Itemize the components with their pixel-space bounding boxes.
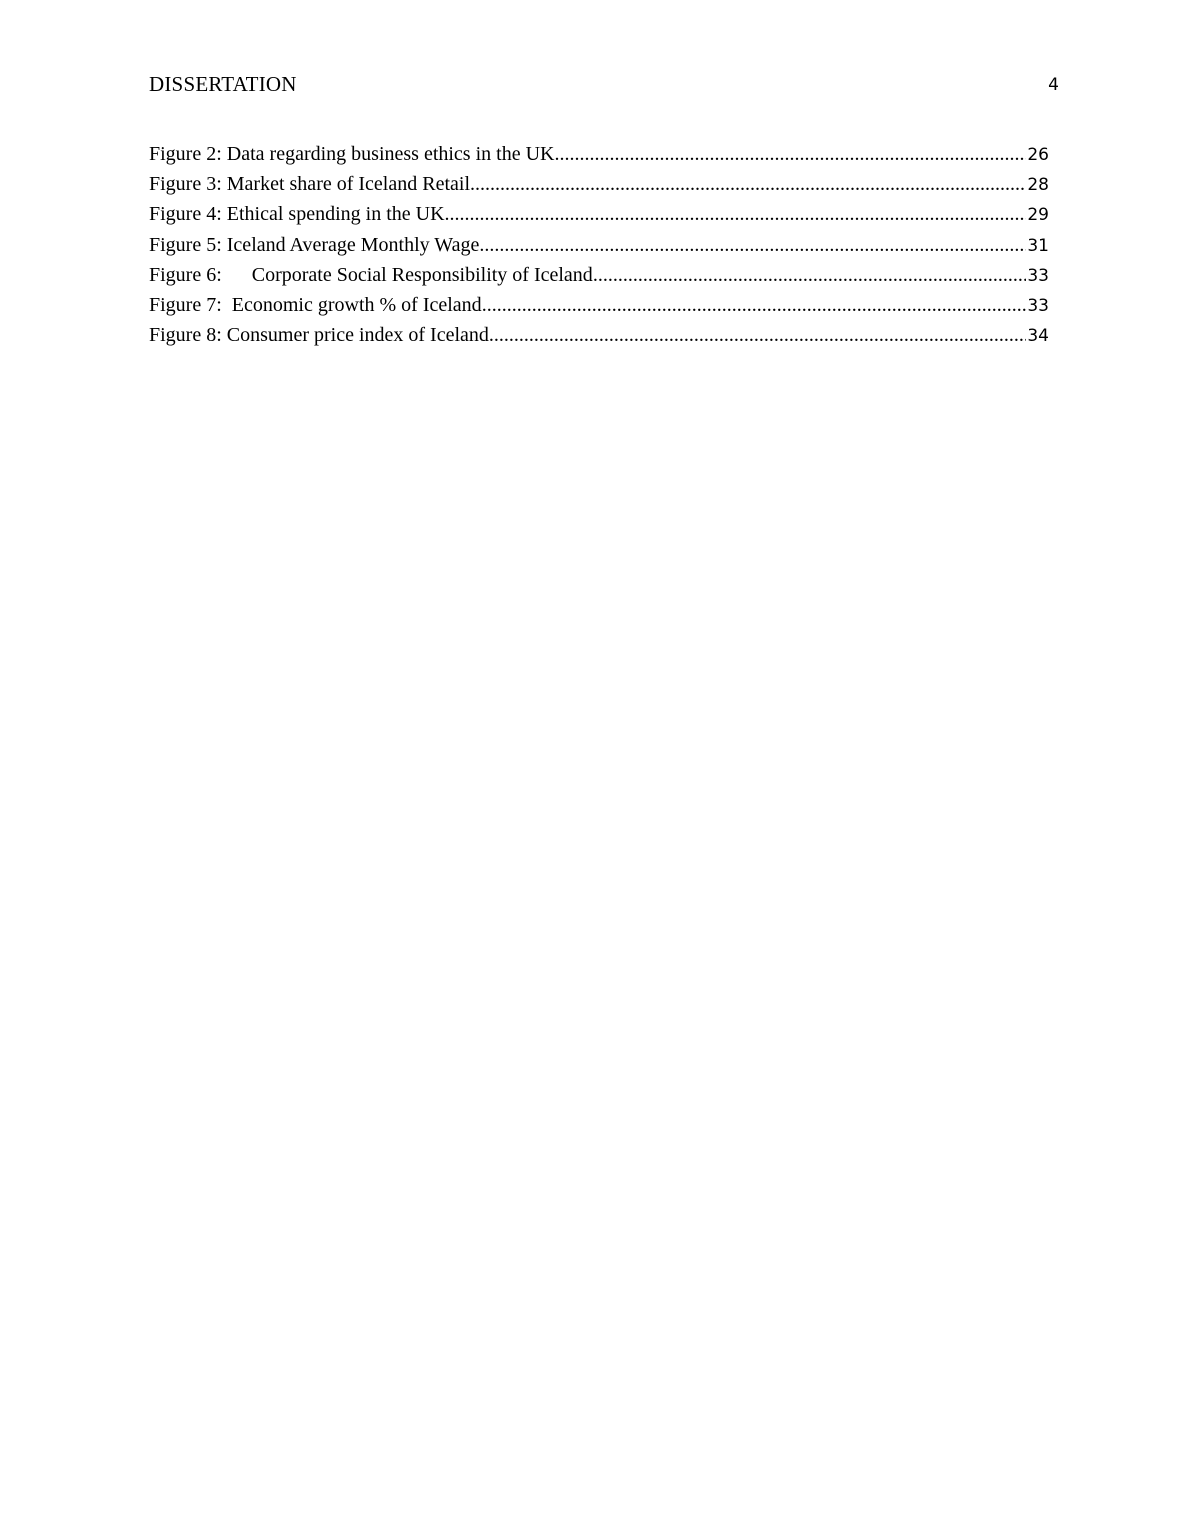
tof-entry-page: 28 (1027, 175, 1049, 196)
tof-entry[interactable] (149, 230, 1049, 260)
dot-leader (593, 260, 1027, 290)
tof-entry[interactable] (149, 260, 1049, 290)
tof-entry-page: 29 (1027, 205, 1049, 226)
table-of-figures (149, 139, 1049, 350)
tof-entry-page: 31 (1027, 235, 1049, 256)
tof-entry-label: Figure 7: Economic growth % of Iceland (149, 293, 482, 316)
tof-entry-label: Figure 3: Market share of Iceland Retail (149, 173, 470, 196)
tof-entry-page: 26 (1027, 145, 1049, 165)
dot-leader (470, 169, 1026, 199)
tof-entry[interactable] (149, 199, 1049, 229)
tof-entry[interactable] (149, 169, 1049, 199)
tof-entry-label: Figure 8: Consumer price index of Iceland (149, 324, 489, 347)
running-header-title: DISSERTATION (149, 72, 297, 96)
page-number: 4 (1048, 75, 1059, 95)
tof-entry-label: Figure 4: Ethical spending in the UK (149, 203, 445, 226)
dot-leader (482, 290, 1027, 320)
tof-entry[interactable] (149, 139, 1049, 169)
tof-entry-label: Figure 5: Iceland Average Monthly Wage (149, 233, 480, 256)
tof-entry[interactable] (149, 290, 1049, 320)
dot-leader (489, 320, 1026, 350)
tof-entry-label: Figure 2: Data regarding business ethics in the UK (149, 143, 555, 165)
tof-entry-page: 34 (1027, 326, 1049, 347)
dot-leader (479, 230, 1026, 260)
dot-leader (445, 199, 1027, 229)
tof-entry[interactable] (149, 320, 1049, 350)
tof-entry-page: 33 (1027, 265, 1049, 286)
dot-leader (554, 139, 1026, 169)
tof-entry-label: Figure 6: Corporate Social Responsibility of Iceland (149, 263, 593, 286)
tof-entry-page: 33 (1027, 295, 1049, 316)
